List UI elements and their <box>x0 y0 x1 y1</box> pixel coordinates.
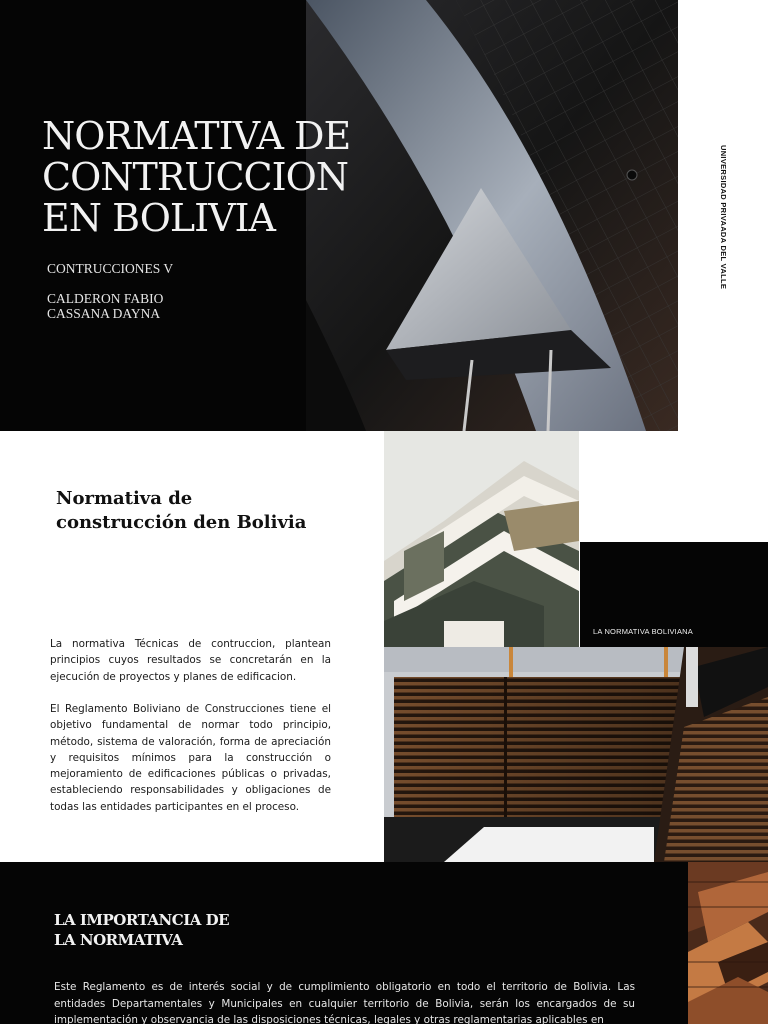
copper-facade-photo <box>688 862 768 1024</box>
title-line: NORMATIVA DE <box>42 114 351 158</box>
title-line: CONTRUCCION <box>42 155 349 199</box>
importance-paragraph: Este Reglamento es de interés social y de cumplimiento obligatorio en todo el territorio de Bolivia. Las entidades Departamentales y Municipales en cualquier territorio de Bolivia, serán los encargados de su implementación y observancia de las disposiciones técnicas, legales y otras reglamentarias aplicables en <box>54 981 635 1024</box>
section-title-line: Normativa de <box>56 488 193 509</box>
section-title-line: construcción den Bolivia <box>56 512 307 533</box>
author-name: CALDERON FABIO <box>47 291 164 306</box>
section-title <box>56 487 356 535</box>
author-name: CASSANA DAYNA <box>47 306 161 321</box>
balconies-building-photo <box>384 431 579 647</box>
document-title <box>42 116 402 239</box>
course-name: CONTRUCCIONES V <box>47 261 174 276</box>
importance-title-line: LA NORMATIVA <box>54 931 183 949</box>
caption-label: LA NORMATIVA BOLIVIANA <box>593 627 693 636</box>
intro-paragraph: La normativa Técnicas de contruccion, plantean principios cuyos resultados se concretarán en la ejecución de proyectos y planes de edificacion. <box>50 638 331 683</box>
wooden-louvers-photo <box>384 647 768 862</box>
title-line: EN BOLIVIA <box>42 196 275 240</box>
importance-title-line: LA IMPORTANCIA DE <box>54 911 230 929</box>
regulation-paragraph: El Reglamento Boliviano de Construcciones tiene el objetivo fundamental de normar todo principio, método, sistema de valoración, forma de apreciación y requisitos mínimos para la construcción o mejoramiento de edificaciones públicas o privadas, estableciendo responsabilidades y obligaciones de todas las entidades participantes en el proceso. <box>50 703 331 813</box>
importance-title <box>54 910 314 950</box>
university-label: UNIVERSIDAD PRIVAADA DEL VALLE <box>719 145 728 290</box>
